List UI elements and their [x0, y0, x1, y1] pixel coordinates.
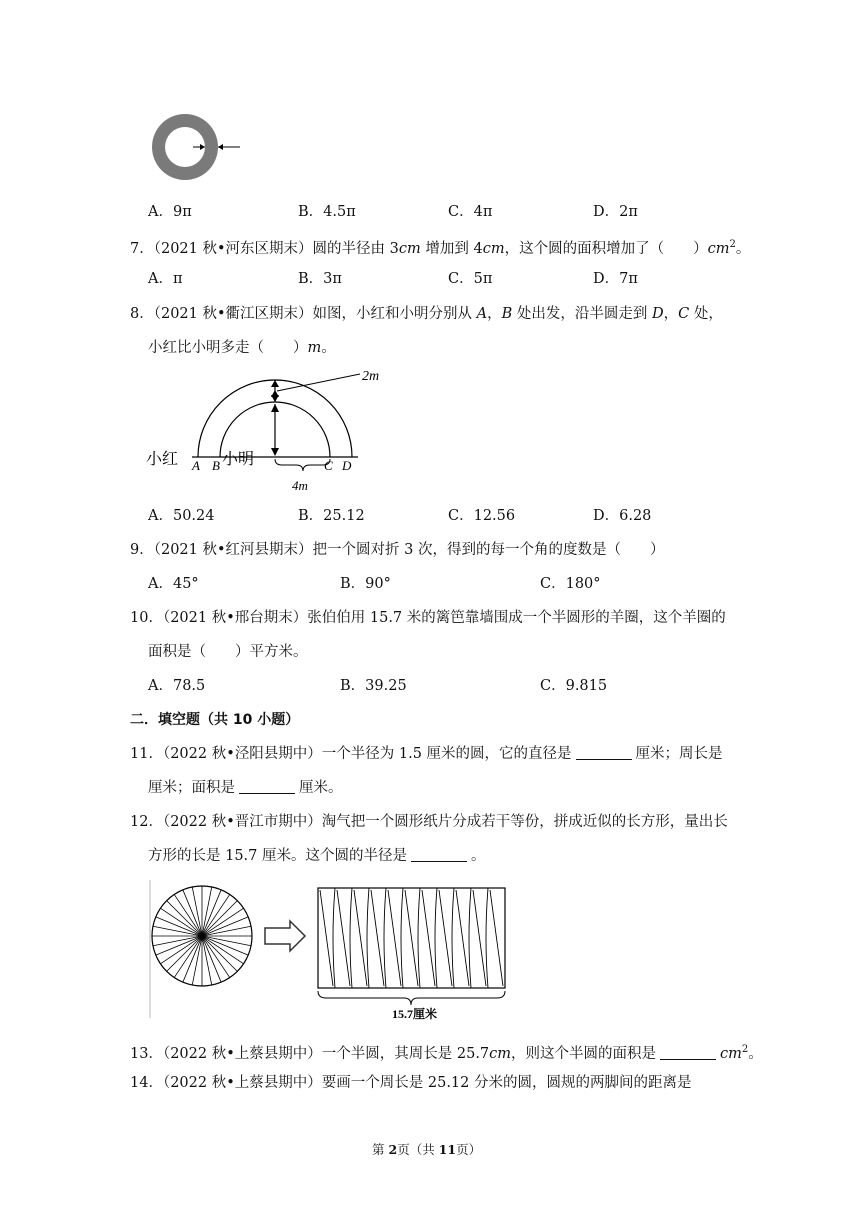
- strip-diagonal: [354, 890, 367, 986]
- gap-label-leader: [277, 374, 360, 391]
- strip-diagonal: [320, 890, 333, 986]
- gap-arrowhead-top: [271, 380, 279, 387]
- q8-option-b: B．25.12: [298, 508, 365, 524]
- footer-total-pages: 11: [438, 1142, 457, 1157]
- q10-option-c: C．9.815: [540, 678, 608, 694]
- ring-arrowhead-right: [218, 144, 223, 150]
- q12-question-line1: 12．（2022 秋•晋江市期中）淘气把一个圆形纸片分成若干等份，拼成近似的长方形，量出长: [130, 814, 728, 830]
- q6-option-b: B．4.5π: [298, 204, 356, 220]
- length-brace: [318, 991, 505, 1005]
- strip-divider: [384, 888, 386, 988]
- q7-option-d: D．7π: [593, 271, 638, 287]
- point-a-label: A: [192, 458, 200, 473]
- strip-divider: [418, 888, 420, 988]
- q9-option-b: B．90°: [340, 576, 391, 592]
- q7-option-c: C．5π: [448, 271, 493, 287]
- strip-divider: [350, 888, 352, 988]
- q8-option-d: D．6.28: [593, 508, 652, 524]
- q13-unit-1: cm: [489, 1045, 512, 1062]
- q11-question-line1: [130, 744, 723, 764]
- footer-text-c: 页）: [456, 1142, 482, 1157]
- q8-text-a: 8．（2021 秋•衢江区期末）如图，小红和小明分别从: [130, 306, 477, 322]
- q11-question-line2: [148, 778, 343, 798]
- strip-diagonal: [388, 890, 401, 986]
- q6-option-c: C．4π: [448, 204, 493, 220]
- q9-question: 9．（2021 秋•红河县期末）把一个圆对折 3 次，得到的每一个角的度数是（ ）: [130, 542, 665, 558]
- q7-text-prefix: 7．（2021 秋•河东区期末）圆的半径由 3: [130, 240, 399, 257]
- q11-blank-diameter[interactable]: [576, 745, 632, 760]
- strip-divider: [469, 888, 471, 988]
- q13-question: [130, 1040, 763, 1064]
- page-footer: [372, 1140, 481, 1158]
- q13-text-end: 。: [748, 1045, 763, 1062]
- strip-divider: [367, 888, 369, 988]
- q8-option-a: A．50.24: [148, 508, 215, 524]
- xiaoming-label: 小明: [222, 451, 255, 468]
- q8-text-line2: 小红比小明多走（ ）: [148, 340, 308, 356]
- q13-unit-superscript: 2: [741, 1044, 749, 1055]
- q7-text-end: 。: [735, 240, 751, 257]
- point-b-label: B: [212, 458, 220, 473]
- q8-point-a: A: [476, 306, 488, 322]
- semicircle-path-figure: [140, 362, 420, 498]
- radius-arrowhead-bottom: [271, 448, 279, 456]
- q8-comma-1: ，: [487, 306, 502, 322]
- q8-text-b: 处出发，沿半圆走到: [512, 306, 653, 322]
- strip-divider: [333, 888, 335, 988]
- gap-label: 2m: [362, 369, 380, 384]
- rectangle-sectors: [320, 888, 503, 988]
- q11-text-b: 厘米；周长是: [635, 746, 723, 762]
- q7-question: [130, 235, 750, 259]
- q8-option-c: C．12.56: [448, 508, 516, 524]
- q11-text-a: 11．（2022 秋•泾阳县期中）一个半径为 1.5 厘米的圆，它的直径是: [130, 746, 572, 762]
- q7-unit-3: cm: [707, 240, 730, 257]
- q8-question-line2: [148, 338, 336, 358]
- q12-question-line2: [148, 846, 486, 866]
- point-d-label: D: [342, 458, 352, 473]
- q9-option-a: A．45°: [148, 576, 199, 592]
- q7-unit-2: cm: [482, 240, 505, 257]
- q8-point-d: D: [652, 306, 664, 322]
- xiaohong-label: 小红: [146, 451, 179, 468]
- q6-option-d: D．2π: [593, 204, 638, 220]
- radius-arrowhead-top: [271, 404, 279, 412]
- section-fill-in-title: 二．填空题（共 10 小题）: [130, 712, 300, 728]
- strip-diagonal: [473, 890, 486, 986]
- circle-to-rectangle-figure: [148, 878, 528, 1024]
- q9-option-c: C．180°: [540, 576, 601, 592]
- base-brace: [275, 459, 330, 471]
- q8-text-end: 。: [321, 340, 336, 356]
- q13-unit-2: cm: [720, 1045, 742, 1062]
- q8-text-c: 处，: [689, 306, 723, 322]
- base-label: 4m: [292, 478, 308, 493]
- q7-unit-1: cm: [398, 240, 421, 257]
- q8-point-c: C: [678, 306, 690, 322]
- strip-diagonal: [490, 890, 503, 986]
- footer-text-b: 页（共: [397, 1142, 439, 1157]
- q7-text-tail: ，这个圆的面积增加了（ ）: [504, 240, 708, 257]
- strip-divider: [486, 888, 488, 988]
- q8-point-b: B: [501, 306, 513, 322]
- point-c-label: C: [324, 458, 333, 473]
- length-label: 15.7厘米: [392, 1007, 438, 1021]
- circle-sectors: [152, 886, 252, 986]
- footer-text-a: 第: [372, 1142, 389, 1157]
- q8-unit-m: m: [307, 340, 322, 356]
- q7-unit-superscript: 2: [729, 239, 736, 250]
- q13-text-b: ，则这个半圆的面积是: [511, 1045, 657, 1062]
- q8-comma-2: ，: [663, 306, 679, 322]
- q14-question: 14．（2022 秋•上蔡县期中）要画一个周长是 25.12 分米的圆，圆规的两脚间的距离是: [130, 1075, 692, 1091]
- strip-diagonal: [337, 890, 350, 986]
- transform-arrow: [265, 921, 305, 951]
- q8-question-line1: [130, 304, 723, 324]
- strip-diagonal: [456, 890, 469, 986]
- q10-question-line1: 10．（2021 秋•邢台期末）张伯伯用 15.7 米的篱笆靠墙围成一个半圆形的羊圈，这个羊圈的: [130, 610, 726, 626]
- q10-question-line2: 面积是（ ）平方米。: [148, 644, 308, 660]
- strip-diagonal: [371, 890, 384, 986]
- q6-option-a: A．9π: [148, 204, 192, 220]
- q10-option-b: B．39.25: [340, 678, 407, 694]
- q11-text-d: 厘米。: [299, 780, 343, 796]
- strip-divider: [401, 888, 403, 988]
- strip-divider: [452, 888, 454, 988]
- q7-text-mid: 增加到 4: [420, 240, 483, 257]
- q7-option-a: A．π: [148, 271, 183, 287]
- q11-blank-area[interactable]: [239, 779, 295, 794]
- q11-text-c: 厘米；面积是: [148, 780, 235, 796]
- q12-blank-radius[interactable]: [411, 847, 467, 862]
- ring-figure: [148, 112, 248, 182]
- q12-text-a: 方形的长是 15.7 厘米。这个圆的半径是: [148, 848, 408, 864]
- q13-text-a: 13．（2022 秋•上蔡县期中）一个半圆，其周长是 25.7: [130, 1045, 490, 1062]
- q7-option-b: B．3π: [298, 271, 342, 287]
- q10-option-a: A．78.5: [148, 678, 206, 694]
- footer-page-number: 2: [388, 1142, 398, 1157]
- q12-text-b: 。: [471, 848, 486, 864]
- strip-diagonal: [439, 890, 452, 986]
- strip-diagonal: [405, 890, 418, 986]
- strip-divider: [435, 888, 437, 988]
- strip-diagonal: [422, 890, 435, 986]
- q13-blank-area[interactable]: [660, 1045, 716, 1060]
